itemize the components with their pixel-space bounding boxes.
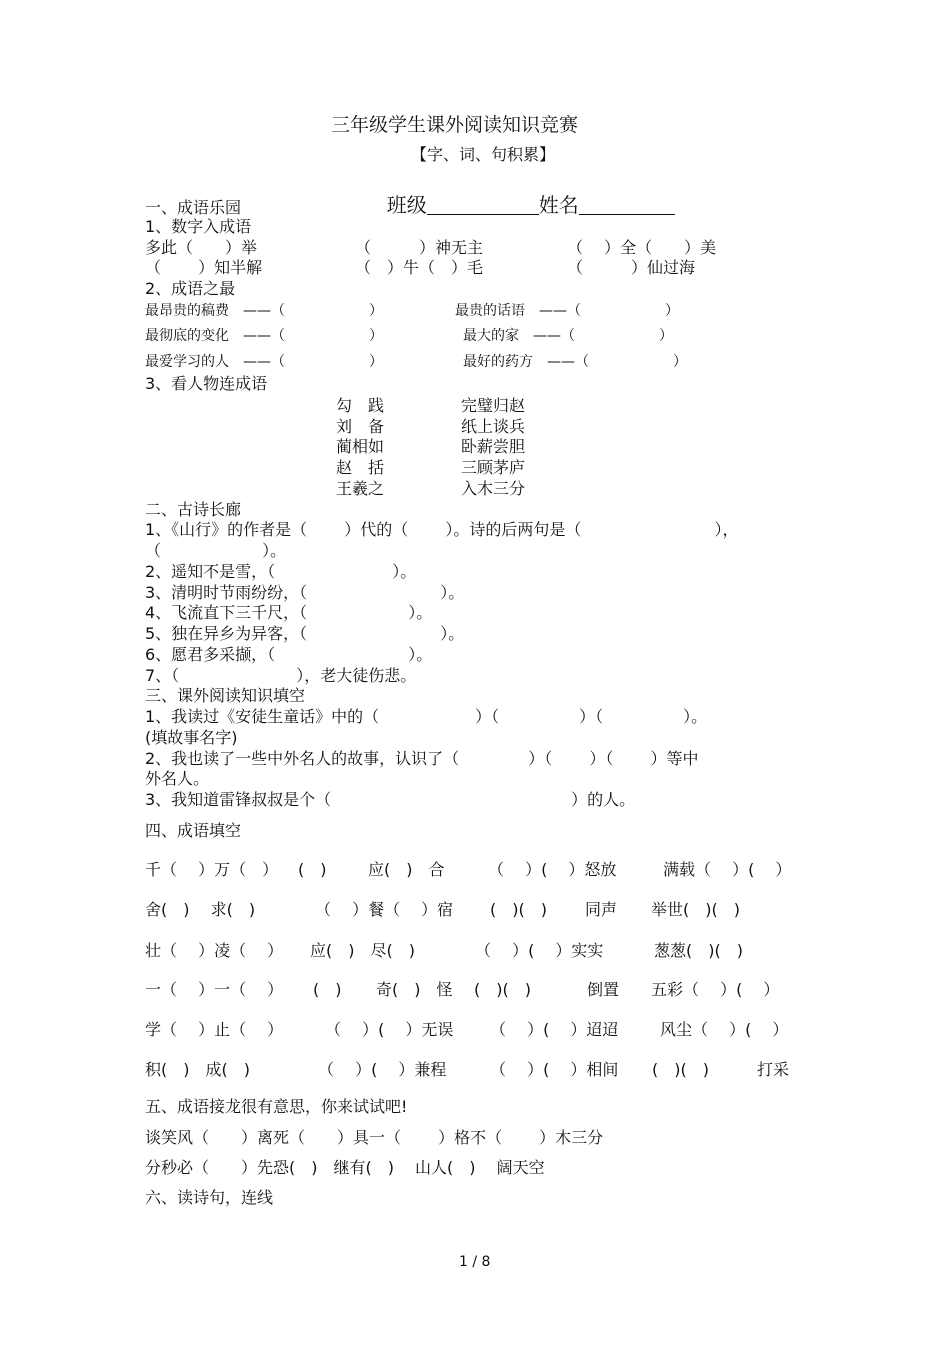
s1-q1-item: （ ）仙过海 — [567, 258, 696, 277]
s4-item: 奇( ) 怪 — [376, 980, 453, 999]
s5-row2: 分秒必（ ）先恐( ) 继有( ) 山人( ) 阔天空 — [145, 1158, 545, 1177]
page-number: 1 / 8 — [459, 1254, 491, 1270]
s1-q2-item: 最爱学习的人 ——（ ） — [145, 354, 383, 370]
s4-item: （ ）( ）迢迢 — [490, 1020, 619, 1039]
s4-item: ( ) — [313, 980, 342, 999]
section-6-heading: 六、读诗句，连线 — [145, 1188, 274, 1207]
s1-q2-item: 最昂贵的稿费 ——（ ） — [145, 303, 383, 319]
s1-q1-item: （ ）神无主 — [355, 238, 484, 257]
idiom-item: 卧薪尝胆 — [461, 437, 526, 456]
idiom-item: 纸上谈兵 — [461, 417, 526, 436]
section-1-heading: 一、成语乐园 — [145, 198, 242, 217]
s1-q1-item: （ ）全（ ）美 — [567, 238, 717, 257]
idiom-item: 三顾茅庐 — [461, 458, 526, 477]
class-label: 班级 — [386, 193, 427, 217]
s1-q1-heading: 1、数字入成语 — [145, 217, 252, 236]
s4-item: 学（ ）止（ ） — [145, 1020, 284, 1039]
s2-q4: 4、飞流直下三千尺，（ ）。 — [145, 603, 433, 622]
s4-item: 同声 — [585, 900, 618, 919]
s3-q2-cont: 外名人。 — [145, 769, 210, 788]
s4-item: 积( ) 成( ) — [145, 1060, 250, 1079]
page-subtitle: 【字、词、句积累】 — [411, 145, 556, 164]
s4-item: 举世( )( ) — [651, 900, 740, 919]
s2-q1-cont: （ ）。 — [145, 541, 287, 560]
s4-item: 葱葱( )( ) — [654, 941, 743, 960]
s4-item: 风尘（ ）( ） — [660, 1020, 789, 1039]
s2-q6: 6、愿君多采撷，（ ）。 — [145, 645, 433, 664]
person-item: 勾 践 — [336, 396, 385, 415]
person-item: 王羲之 — [336, 479, 385, 498]
section-5-heading: 五、成语接龙很有意思，你来试试吧! — [145, 1097, 408, 1116]
s4-item: （ ）( ）兼程 — [318, 1060, 447, 1079]
s4-item: （ ）( ）相间 — [490, 1060, 619, 1079]
section-2-heading: 二、古诗长廊 — [145, 500, 242, 519]
s4-item: 应( ) 尽( ) — [310, 941, 415, 960]
s2-q2: 2、遥知不是雪，（ ）。 — [145, 562, 417, 581]
s4-item: 壮（ ）凌（ ） — [145, 941, 284, 960]
s1-q1-item: 多此（ ）举 — [145, 238, 258, 257]
person-item: 刘 备 — [336, 417, 385, 436]
s2-q1: 1、《山行》的作者是（ ）代的（ ）。诗的后两句是（ ）， — [145, 520, 739, 539]
s3-q2: 2、我也读了一些中外名人的故事，认识了（ ）（ ）（ ）等中 — [145, 749, 699, 768]
s1-q2-heading: 2、成语之最 — [145, 279, 236, 298]
s4-item: 舍( ) 求( ) — [145, 900, 256, 919]
class-name-line — [374, 174, 675, 215]
s4-item: ( ) — [298, 860, 327, 879]
s5-row1: 谈笑风（ ）离死（ ）具一（ ）格不（ ）木三分 — [145, 1128, 604, 1147]
s4-item: （ ）( ）无误 — [325, 1020, 454, 1039]
s2-q5: 5、独在异乡为异客，（ ）。 — [145, 624, 465, 643]
section-4-heading: 四、成语填空 — [145, 821, 242, 840]
idiom-item: 完璧归赵 — [461, 396, 526, 415]
s1-q2-item: 最大的家 ——（ ） — [463, 328, 673, 344]
class-blank[interactable] — [427, 194, 539, 215]
s1-q2-item: 最贵的话语 ——（ ） — [455, 303, 679, 319]
s4-item: 倒置 五彩（ ）( ） — [587, 980, 780, 999]
s4-item: ( )( ) — [652, 1060, 709, 1079]
s4-item: （ ）( ）怒放 — [488, 860, 617, 879]
s1-q1-item: （ ）牛（ ）毛 — [355, 258, 484, 277]
name-label: 姓名 — [538, 193, 579, 217]
s1-q1-item: （ ）知半解 — [145, 258, 263, 277]
idiom-item: 入木三分 — [461, 479, 526, 498]
s4-item: （ ）( ）实实 — [475, 941, 604, 960]
s4-item: ( )( ) — [474, 980, 531, 999]
section-3-heading: 三、课外阅读知识填空 — [145, 686, 306, 705]
s4-item: 打采 — [757, 1060, 790, 1079]
s3-q3: 3、我知道雷锋叔叔是个（ ）的人。 — [145, 790, 636, 809]
s4-item: ( )( ) — [490, 900, 547, 919]
s1-q2-item: 最好的药方 ——（ ） — [463, 354, 687, 370]
s4-item: （ ）餐（ ）宿 — [315, 900, 454, 919]
s4-item: 应( ) 合 — [368, 860, 445, 879]
s4-item: 千（ ）万（ ） — [145, 860, 279, 879]
s3-q1: 1、我读过《安徒生童话》中的（ ）（ ）（ ）。 — [145, 707, 708, 726]
person-item: 蔺相如 — [336, 437, 385, 456]
s2-q7: 7、（ ），老大徒伤悲。 — [145, 666, 417, 685]
s3-q1-note: (填故事名字) — [145, 728, 238, 747]
person-item: 赵 括 — [336, 458, 385, 477]
page-title: 三年级学生课外阅读知识竞赛 — [331, 114, 579, 136]
s4-item: 满载（ ）( ） — [663, 860, 792, 879]
s4-item: 一（ ）一（ ） — [145, 980, 284, 999]
s2-q3: 3、清明时节雨纷纷，（ ）。 — [145, 583, 465, 602]
name-blank[interactable] — [579, 194, 675, 215]
s1-q3-heading: 3、看人物连成语 — [145, 374, 268, 393]
s1-q2-item: 最彻底的变化 ——（ ） — [145, 328, 383, 344]
